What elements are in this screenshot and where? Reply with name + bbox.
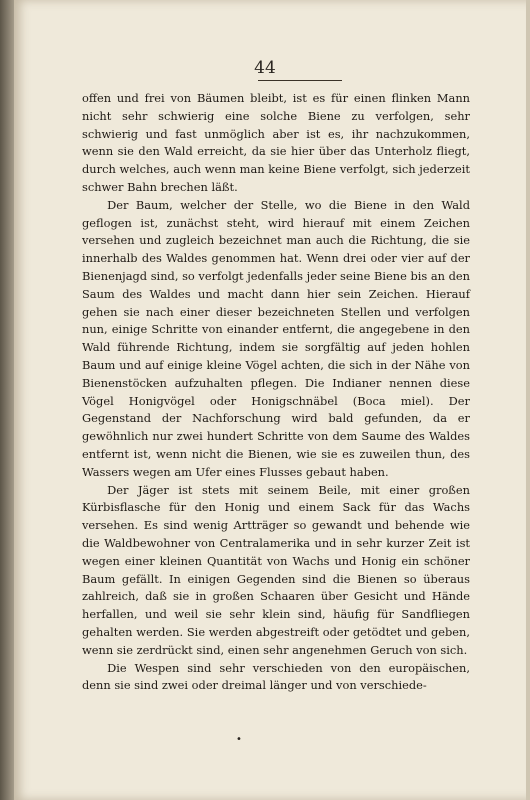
book-gutter: [0, 0, 14, 800]
paragraph-3: Der Jäger ist stets mit seinem Beile, mit einer großen Kürbisflasche für den Honig und einem Sack für das Wachs versehen. Es sind wenig Artträger so gewandt und behende wie die Waldbewohner von Centralamerika und in sehr kurzer Zeit ist wegen einer kleinen Quantität von Wachs und Honig ein schöner Baum gefällt. In einigen Gegenden sind die Bienen so überaus zahlreich, daß sie in großen Schaaren über Gesicht und Hände herfallen, und weil sie sehr klein sind, häufig für Sandfliegen gehalten werden. Sie werden abgestreift oder getödtet und geben, wenn sie zerdrückt sind, einen sehr angenehmen Geruch von sich.: [82, 482, 470, 657]
footer-mark: •: [236, 734, 242, 745]
body-text: [82, 90, 470, 695]
paragraph-4: Die Wespen sind sehr verschieden von den europäischen, denn sie sind zwei oder dreimal länger und von verschiede-: [82, 660, 470, 693]
page-number: 44: [254, 58, 276, 78]
paragraph-2: Der Baum, welcher der Stelle, wo die Biene in den Wald geflogen ist, zunächst steht, wird hierauf mit einem Zeichen versehen und zugleich bezeichnet man auch die Richtung, die sie innerhalb des Waldes genommen hat. Wenn drei oder vier auf der Bienenjagd sind, so verfolgt jedenfalls jeder seine Biene bis an den Saum des Waldes und macht dann hier sein Zeichen. Hierauf gehen sie nach einer dieser bezeichneten Stellen und verfolgen nun, einige Schritte von einander entfernt, die angegebene in den Wald führende Richtung, indem sie sorgfältig auf jeden hohlen Baum und auf einige kleine Vögel achten, die sich in der Nähe von Bienenstöcken aufzuhalten pflegen. Die Indianer nennen diese Vögel Honigvögel oder Honigschnäbel (Boca miel). Der Gegenstand der Nachforschung wird bald gefunden, da er gewöhnlich nur zwei hundert Schritte von dem Saume des Waldes entfernt ist, wenn nicht die Bienen, wie sie es zuweilen thun, des Wassers wegen am Ufer eines Flusses gebaut haben.: [82, 197, 470, 479]
page-edge: [526, 0, 530, 800]
page-number-rule: [258, 80, 342, 81]
paragraph-1: offen und frei von Bäumen bleibt, ist es für einen flinken Mann nicht sehr schwierig eine solche Biene zu verfolgen, sehr schwierig und fast unmöglich aber ist es, ihr nachzukommen, wenn sie den Wald erreicht, da sie hier über das Unterholz fliegt, durch welches, auch wenn man keine Biene verfolgt, sich jederzeit schwer Bahn brechen läßt.: [82, 91, 470, 194]
